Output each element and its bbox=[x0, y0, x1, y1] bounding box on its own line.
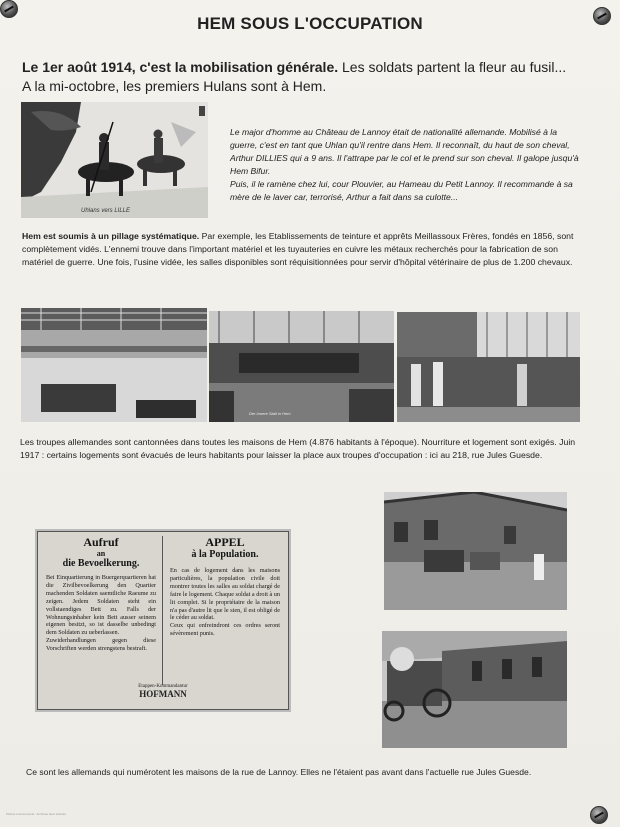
pillage-text: Par exemple, les Etablissements de teinture et apprêts Meillassoux Frères, fondés en 1856, sont complètement vidés. L'ennemi trouve dans l'important matériel et les tuyauteries en cuivre les métaux recherchés pour la fabrication de son matériel de guerre. Une fois, l'usine vidée, les salles disponibles sont réquisitionnées pour servir d'hôpital vétérinaire de plus de 1.200 chevaux. bbox=[22, 231, 574, 267]
poster-german-title3: die Bevoelkerung. bbox=[62, 558, 140, 569]
poster-french-body2: Ceux qui enfreindront ces ordres seront sévèrement punis. bbox=[170, 622, 280, 638]
poster-german-title: Aufruf bbox=[83, 535, 119, 549]
poster-french-column bbox=[170, 536, 280, 638]
intro-rest: Les soldats partent la fleur au fusil... bbox=[338, 59, 567, 75]
wagon-illustration bbox=[382, 631, 567, 748]
poster-german-column bbox=[46, 536, 156, 653]
soldiers-illustration bbox=[397, 312, 580, 422]
poster-divider bbox=[162, 536, 163, 685]
poster-french-title: APPEL bbox=[205, 535, 245, 549]
street-illustration bbox=[384, 492, 567, 610]
credit-text: Photos et documents : Archives Hem Histoire bbox=[6, 812, 67, 816]
poster-german-body: Bei Einquartierung in Buergerquartieren hat die Zivilbevoelkerung den Quartier machenden Soldaten saemtliche Raeume zu zeigen. Jedem Soldaten steht ein vollstaendiges Bett zu. Falls der Wohnungsinhaber kein Bett ausser seinem eigenen besitzt, so ist dasselbe unbedingt dem Soldaten zu ueberlassen. bbox=[46, 574, 156, 637]
pillage-paragraph bbox=[22, 230, 588, 269]
intro-text bbox=[22, 58, 602, 96]
pillage-bold: Hem est soumis à un pillage systématique. bbox=[22, 231, 200, 241]
street-wagon-photo bbox=[382, 631, 567, 748]
troupes-paragraph: Les troupes allemandes sont cantonnées dans toutes les maisons de Hem (4.876 habitants à l'époque). Nourriture et logement sont exigés. Juin 1917 : certains logements sont évacués de leurs habitants pour laisser la place aux troupes d'occupation : ici au 218, rue Jules Guesde. bbox=[20, 437, 576, 460]
anecdote-paragraph: Puis, il le ramène chez lui, cour Plouvier, au Hameau du Petit Lannoy. Il recommande à sa mère de le laver car, terrorisé, Arthur a fait dans sa culotte... bbox=[230, 179, 573, 202]
factory-interior-photo bbox=[21, 308, 207, 422]
photo-caption: Der Innere Stall in Hem bbox=[249, 411, 291, 416]
footer-text: Ce sont les allemands qui numérotent les maisons de la rue de Lannoy. Elles ne l'étaient pas avant dans l'actuelle rue Jules Guesde. bbox=[26, 767, 532, 777]
poster-signature-block bbox=[38, 684, 288, 699]
uhlans-photo bbox=[21, 102, 208, 218]
photo-caption: Uhlans vers LILLE bbox=[81, 208, 131, 214]
page-title: HEM SOUS L'OCCUPATION bbox=[197, 14, 423, 33]
poster-german-body2: Zuwiderhandlungen gegen diese Vorschriften werden strengstens bestraft. bbox=[46, 637, 156, 653]
intro-bold: Le 1er août 1914, c'est la mobilisation générale. bbox=[22, 59, 339, 75]
poster-french-body: En cas de logement dans les maisons particulières, la population civile doit montrer toutes les salles au soldat chargé de faire le logement. Chaque soldat a droit à un lit complet. Si le propriétaire de la maison n'a pas d'autre lit que le sien, il est obligé de le céder au soldat. bbox=[170, 567, 280, 622]
soldiers-group-photo bbox=[397, 312, 580, 422]
factory-illustration bbox=[21, 308, 207, 422]
poster-signature-label: Etappen-Kommandantur bbox=[138, 684, 188, 689]
poster-german-title2: an bbox=[96, 549, 106, 558]
anecdote-text bbox=[230, 126, 580, 204]
stable-illustration bbox=[209, 311, 394, 422]
poster-french-title2: à la Population. bbox=[191, 549, 259, 560]
uhlans-illustration bbox=[21, 102, 208, 218]
intro-line2: A la mi-octobre, les premiers Hulans sont à Hem. bbox=[22, 78, 327, 94]
screw-icon bbox=[590, 806, 608, 824]
poster-signature: HOFMANN bbox=[139, 689, 187, 699]
street-cart-photo bbox=[384, 492, 567, 610]
occupation-poster bbox=[37, 531, 289, 710]
stable-photo bbox=[209, 311, 394, 422]
anecdote-paragraph: Le major d'homme au Château de Lannoy était de nationalité allemande. Mobilisé à la guerre, c'est en tant que Uhlan qu'il rentre dans Hem. Il reconnaît, du haut de son cheval, Arthur DILLIES qui a 9 ans. Il l'attrape par le col et le prend sur son cheval. Il galope jusqu'à Hem Bifur. bbox=[230, 127, 579, 176]
